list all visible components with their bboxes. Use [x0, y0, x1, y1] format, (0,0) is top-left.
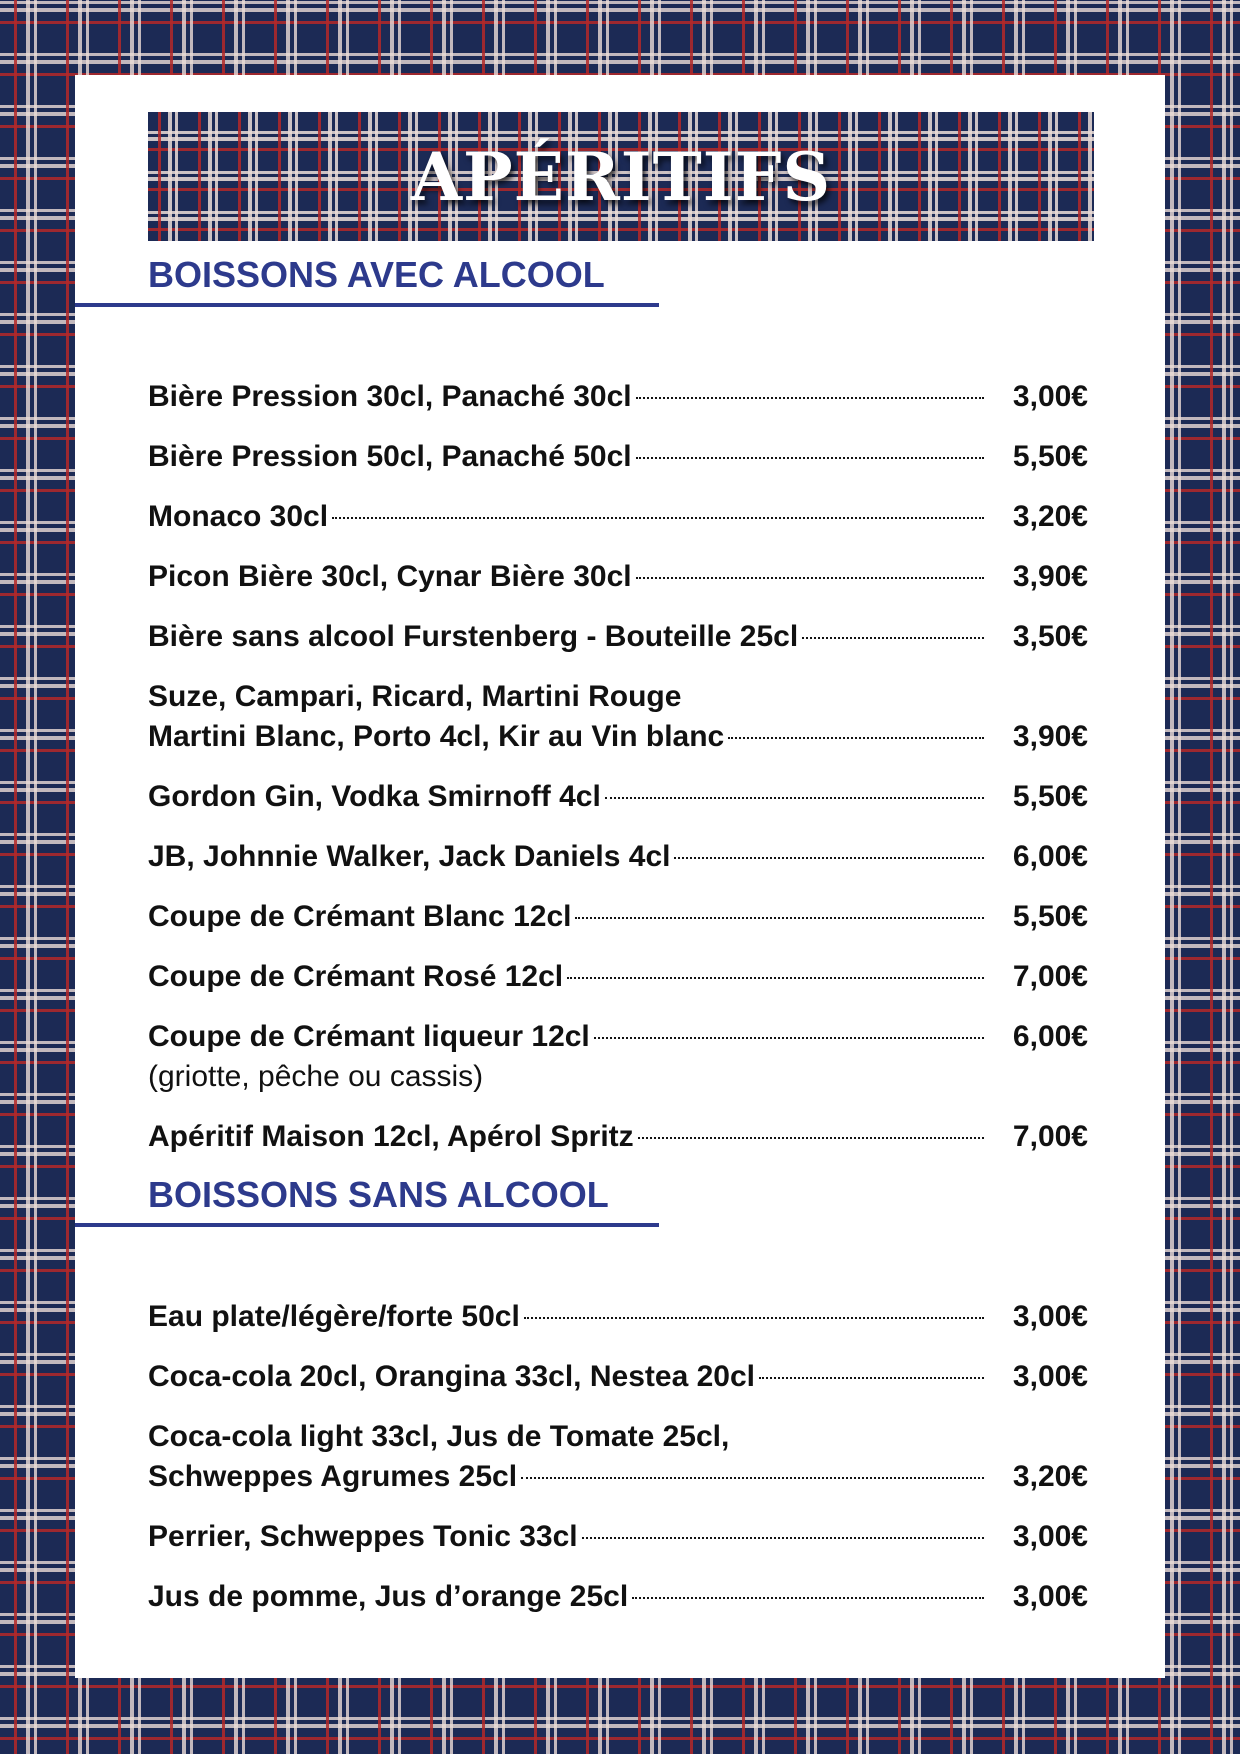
menu-item — [148, 1577, 1088, 1617]
dot-leader — [575, 917, 984, 919]
section-title: BOISSONS AVEC ALCOOL — [148, 254, 605, 295]
item-price: 3,00€ — [1012, 380, 1088, 413]
item-price: 3,90€ — [1012, 560, 1088, 593]
item-note: (griotte, pêche ou cassis) — [148, 1060, 484, 1093]
section-title: BOISSONS SANS ALCOOL — [148, 1174, 609, 1215]
dot-leader — [632, 1597, 984, 1599]
dot-leader — [521, 1477, 984, 1479]
item-price: 7,00€ — [1012, 1120, 1088, 1153]
menu-item — [148, 617, 1088, 657]
dot-leader — [636, 577, 984, 579]
menu-item — [148, 557, 1088, 597]
item-name: Monaco 30cl — [148, 500, 329, 533]
item-name: Apéritif Maison 12cl, Apérol Spritz — [148, 1120, 634, 1153]
item-name: Coca-cola 20cl, Orangina 33cl, Nestea 20cl — [148, 1360, 755, 1393]
item-name: Schweppes Agrumes 25cl — [148, 1460, 518, 1493]
menu-list-sans-alcool — [148, 1297, 1088, 1617]
menu-item — [148, 957, 1088, 997]
item-name: Picon Bière 30cl, Cynar Bière 30cl — [148, 560, 632, 593]
menu-item — [148, 1357, 1088, 1397]
dot-leader — [636, 397, 984, 399]
item-name: Coupe de Crémant Blanc 12cl — [148, 900, 572, 933]
menu-item — [148, 497, 1088, 537]
dot-leader — [759, 1377, 984, 1379]
item-price: 3,90€ — [1012, 720, 1088, 753]
menu-item — [148, 837, 1088, 877]
item-price: 6,00€ — [1012, 840, 1088, 873]
item-name: Bière Pression 50cl, Panaché 50cl — [148, 440, 632, 473]
item-name: Bière sans alcool Furstenberg - Bouteille 25cl — [148, 620, 799, 653]
item-name: Perrier, Schweppes Tonic 33cl — [148, 1520, 578, 1553]
title-banner — [148, 112, 1094, 241]
dot-leader — [802, 637, 984, 639]
dot-leader — [636, 457, 984, 459]
item-price: 3,20€ — [1012, 1460, 1088, 1493]
dot-leader — [567, 977, 984, 979]
menu-card — [75, 75, 1165, 1678]
menu-list-alcool — [148, 377, 1088, 1157]
item-name: Coupe de Crémant Rosé 12cl — [148, 960, 564, 993]
dot-leader — [728, 737, 984, 739]
item-price: 3,00€ — [1012, 1360, 1088, 1393]
item-name: Bière Pression 30cl, Panaché 30cl — [148, 380, 632, 413]
section-header-alcool — [75, 255, 659, 307]
item-price: 3,00€ — [1012, 1520, 1088, 1553]
item-price: 5,50€ — [1012, 780, 1088, 813]
menu-item — [148, 777, 1088, 817]
item-name-line1: Coca-cola light 33cl, Jus de Tomate 25cl, — [148, 1420, 730, 1453]
item-price: 3,00€ — [1012, 1580, 1088, 1613]
item-price: 7,00€ — [1012, 960, 1088, 993]
item-name: Gordon Gin, Vodka Smirnoff 4cl — [148, 780, 601, 813]
menu-item — [148, 1417, 1088, 1497]
dot-leader — [594, 1037, 984, 1039]
dot-leader — [582, 1537, 984, 1539]
dot-leader — [674, 857, 984, 859]
item-name: Eau plate/légère/forte 50cl — [148, 1300, 520, 1333]
item-name-line1: Suze, Campari, Ricard, Martini Rouge — [148, 680, 682, 713]
dot-leader — [605, 797, 984, 799]
item-price: 3,50€ — [1012, 620, 1088, 653]
item-price: 3,20€ — [1012, 500, 1088, 533]
item-name: JB, Johnnie Walker, Jack Daniels 4cl — [148, 840, 671, 873]
item-name: Coupe de Crémant liqueur 12cl — [148, 1020, 590, 1053]
menu-item — [148, 377, 1088, 417]
menu-item — [148, 1017, 1088, 1097]
section-header-sans-alcool — [75, 1175, 659, 1227]
menu-item — [148, 677, 1088, 757]
dot-leader — [638, 1137, 984, 1139]
menu-item — [148, 437, 1088, 477]
menu-item — [148, 1297, 1088, 1337]
page-title: APÉRITIFS — [410, 137, 832, 216]
menu-item — [148, 1117, 1088, 1157]
item-name: Jus de pomme, Jus d’orange 25cl — [148, 1580, 629, 1613]
dot-leader — [524, 1317, 984, 1319]
item-price: 6,00€ — [1012, 1020, 1088, 1053]
item-price: 5,50€ — [1012, 440, 1088, 473]
item-name: Martini Blanc, Porto 4cl, Kir au Vin blanc — [148, 720, 725, 753]
menu-item — [148, 897, 1088, 937]
item-price: 5,50€ — [1012, 900, 1088, 933]
menu-item — [148, 1517, 1088, 1557]
dot-leader — [332, 517, 984, 519]
item-price: 3,00€ — [1012, 1300, 1088, 1333]
